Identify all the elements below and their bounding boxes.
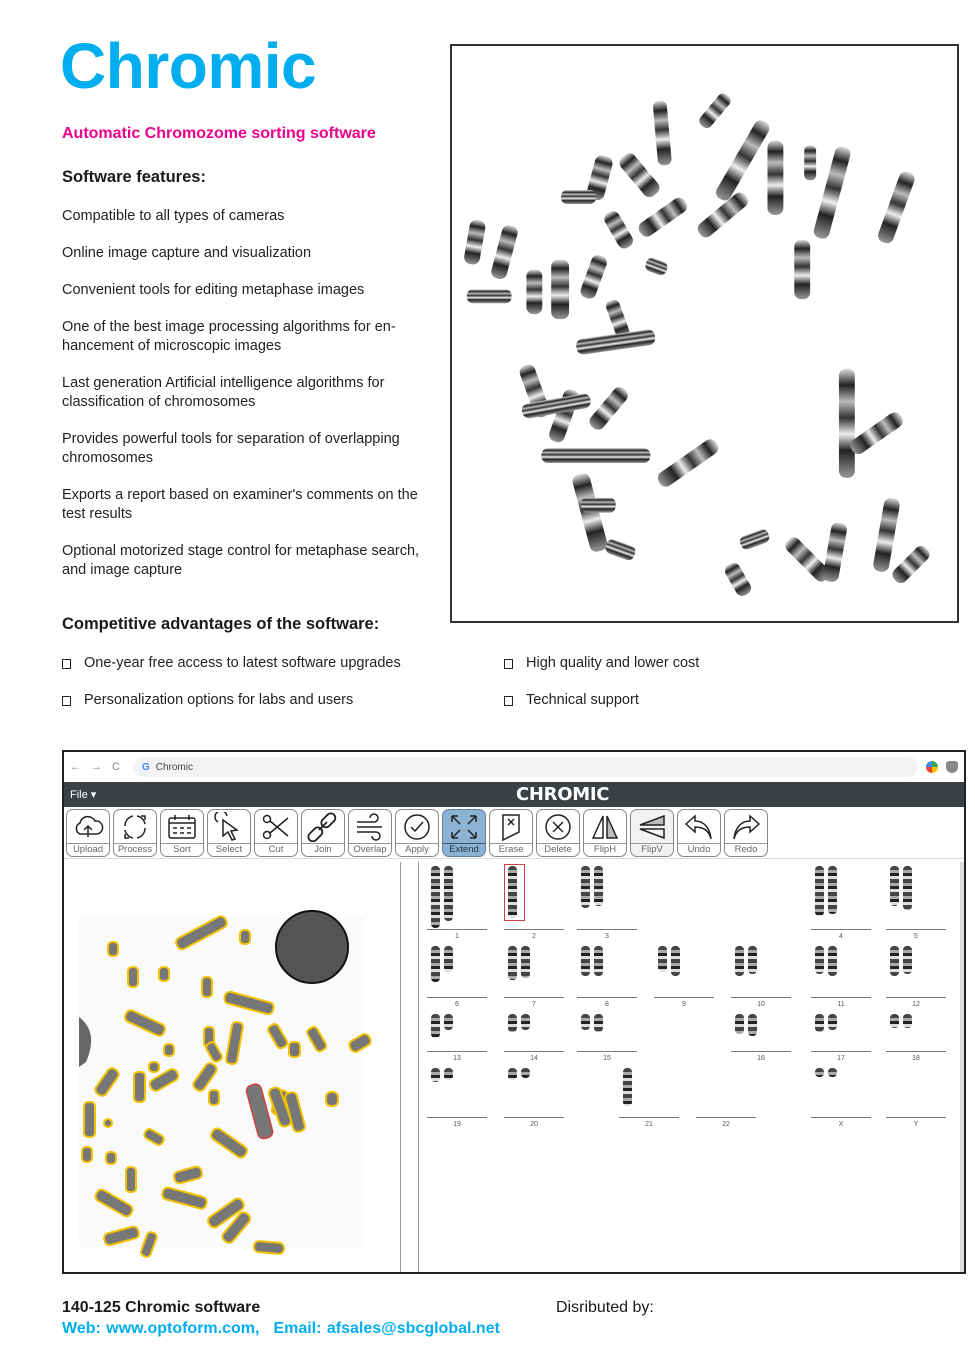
address-bar[interactable] [134, 757, 918, 777]
overlap-button[interactable]: Overlap [348, 809, 392, 857]
feature-item: Last generation Artificial intelligence algorithms for classification of chromosomes [62, 375, 385, 410]
karyotype-slot-2[interactable]: 2 [504, 864, 564, 940]
features-list [62, 207, 432, 598]
karyotype-slot-8[interactable]: 8 [577, 944, 637, 1008]
karyotype-slot-22[interactable]: 22 [696, 1066, 756, 1128]
brand-subtitle: Automatic Chromozome sorting software [62, 125, 376, 142]
advantages-heading: Competitive advantages of the software: [62, 615, 380, 633]
process-arrows-icon [119, 812, 151, 842]
extension-icon[interactable] [926, 761, 938, 773]
undo-arrow-icon [683, 812, 715, 842]
distributed-by: Disributed by: [556, 1299, 654, 1316]
advantage-item: Technical support [504, 691, 854, 710]
karyotype-slot-9[interactable]: 9 [654, 944, 714, 1008]
karyotype-slot-6[interactable]: 6 [427, 944, 487, 1008]
check-circle-icon [401, 812, 433, 842]
email-link[interactable]: Email: afsales@sbcglobal.net [273, 1320, 500, 1337]
link-icon [307, 812, 339, 842]
features-heading: Software features: [62, 168, 206, 186]
pane-divider[interactable] [401, 862, 419, 1272]
back-button[interactable]: ← [70, 761, 81, 773]
feature-item: Exports a report based on examiner's comments on the test results [62, 487, 418, 522]
karyotype-slot-17[interactable]: 17 [811, 1012, 871, 1062]
checkbox-bullet-icon [504, 696, 513, 706]
karyotype-slot-12[interactable]: 12 [886, 944, 946, 1008]
fliph-button[interactable]: FlipH [583, 809, 627, 857]
metaphase-canvas[interactable] [64, 862, 401, 1272]
google-icon: G [141, 761, 150, 773]
scissors-icon [260, 812, 292, 842]
browser-bar [64, 752, 964, 782]
karyotype-slot-7[interactable]: 7 [504, 944, 564, 1008]
x-circle-icon [542, 812, 574, 842]
karyotype-slot-1[interactable]: 1 [427, 864, 487, 940]
flip-horizontal-icon [589, 812, 621, 842]
feature-item: One of the best image processing algorithms for en-hancement of microscopic images [62, 319, 396, 354]
process-button[interactable]: Process [113, 809, 157, 857]
address-text: Chromic [155, 761, 193, 773]
upload-button[interactable]: Upload [66, 809, 110, 857]
feature-item: Convenient tools for editing metaphase images [62, 282, 365, 298]
checkbox-bullet-icon [504, 659, 513, 669]
karyotype-slot-16[interactable]: 16 [731, 1012, 791, 1062]
forward-button[interactable]: → [91, 761, 102, 773]
select-button[interactable]: Select [207, 809, 251, 857]
cursor-select-icon [213, 812, 245, 842]
apply-button[interactable]: Apply [395, 809, 439, 857]
workspace [64, 862, 964, 1272]
feature-item: Optional motorized stage control for metaphase search, and image capture [62, 543, 420, 578]
delete-button[interactable]: Delete [536, 809, 580, 857]
feature-item: Online image capture and visualization [62, 245, 312, 261]
chromosome-spread-illustration [452, 46, 957, 621]
brand-title: Chromic [60, 30, 317, 102]
karyotype-slot-15[interactable]: 15 [577, 1012, 637, 1062]
advantage-item: High quality and lower cost [504, 654, 854, 673]
karyotype-slot-19[interactable]: 19 [427, 1066, 487, 1128]
checkbox-bullet-icon [62, 659, 71, 669]
checkbox-bullet-icon [62, 696, 71, 706]
toolbar [64, 807, 964, 859]
karyotype-panel[interactable] [419, 862, 964, 1272]
redo-arrow-icon [730, 812, 762, 842]
karyotype-slot-4[interactable]: 4 [811, 864, 871, 940]
contact-line [62, 1320, 500, 1338]
advantage-item: Personalization options for labs and users [62, 691, 504, 710]
shield-extension-icon[interactable] [946, 761, 958, 773]
redo-button[interactable]: Redo [724, 809, 768, 857]
calendar-sort-icon [166, 812, 198, 842]
feature-item: Provides powerful tools for separation of overlapping chromosomes [62, 431, 400, 466]
app-menubar [64, 782, 964, 807]
app-title: CHROMIC [516, 784, 610, 805]
undo-button[interactable]: Undo [677, 809, 721, 857]
segmented-chromosomes-illustration [64, 862, 401, 1272]
expand-arrows-icon [448, 812, 480, 842]
eraser-icon [495, 812, 527, 842]
advantages-list [62, 654, 862, 710]
join-button[interactable]: Join [301, 809, 345, 857]
karyotype-slot-10[interactable]: 10 [731, 944, 791, 1008]
karyotype-slot-11[interactable]: 11 [811, 944, 871, 1008]
wind-overlap-icon [354, 812, 386, 842]
karyotype-slot-13[interactable]: 13 [427, 1012, 487, 1062]
flip-vertical-icon [636, 812, 668, 842]
sort-button[interactable]: Sort [160, 809, 204, 857]
product-code: 140-125 Chromic software [62, 1299, 261, 1316]
extend-button[interactable]: Extend [442, 809, 486, 857]
file-menu[interactable]: File ▾ [70, 789, 97, 801]
cut-button[interactable]: Cut [254, 809, 298, 857]
karyotype-slot-y[interactable]: Y [886, 1066, 946, 1128]
karyotype-slot-21[interactable]: 21 [619, 1066, 679, 1128]
karyotype-slot-x[interactable]: X [811, 1066, 871, 1128]
karyotype-slot-18[interactable]: 18 [886, 1012, 946, 1062]
feature-item: Compatible to all types of cameras [62, 208, 285, 224]
cloud-upload-icon [72, 812, 104, 842]
software-screenshot [62, 750, 966, 1274]
reload-button[interactable]: C [112, 761, 120, 773]
advantage-item: One-year free access to latest software upgrades [62, 654, 504, 673]
karyotype-slot-3[interactable]: 3 [577, 864, 637, 940]
erase-button[interactable]: Erase [489, 809, 533, 857]
web-link[interactable]: Web: www.optoform.com, [62, 1320, 260, 1337]
karyotype-slot-14[interactable]: 14 [504, 1012, 564, 1062]
flipv-button[interactable]: FlipV [630, 809, 674, 857]
metaphase-image [450, 44, 959, 623]
karyotype-slot-5[interactable]: 5 [886, 864, 946, 940]
karyotype-slot-20[interactable]: 20 [504, 1066, 564, 1128]
